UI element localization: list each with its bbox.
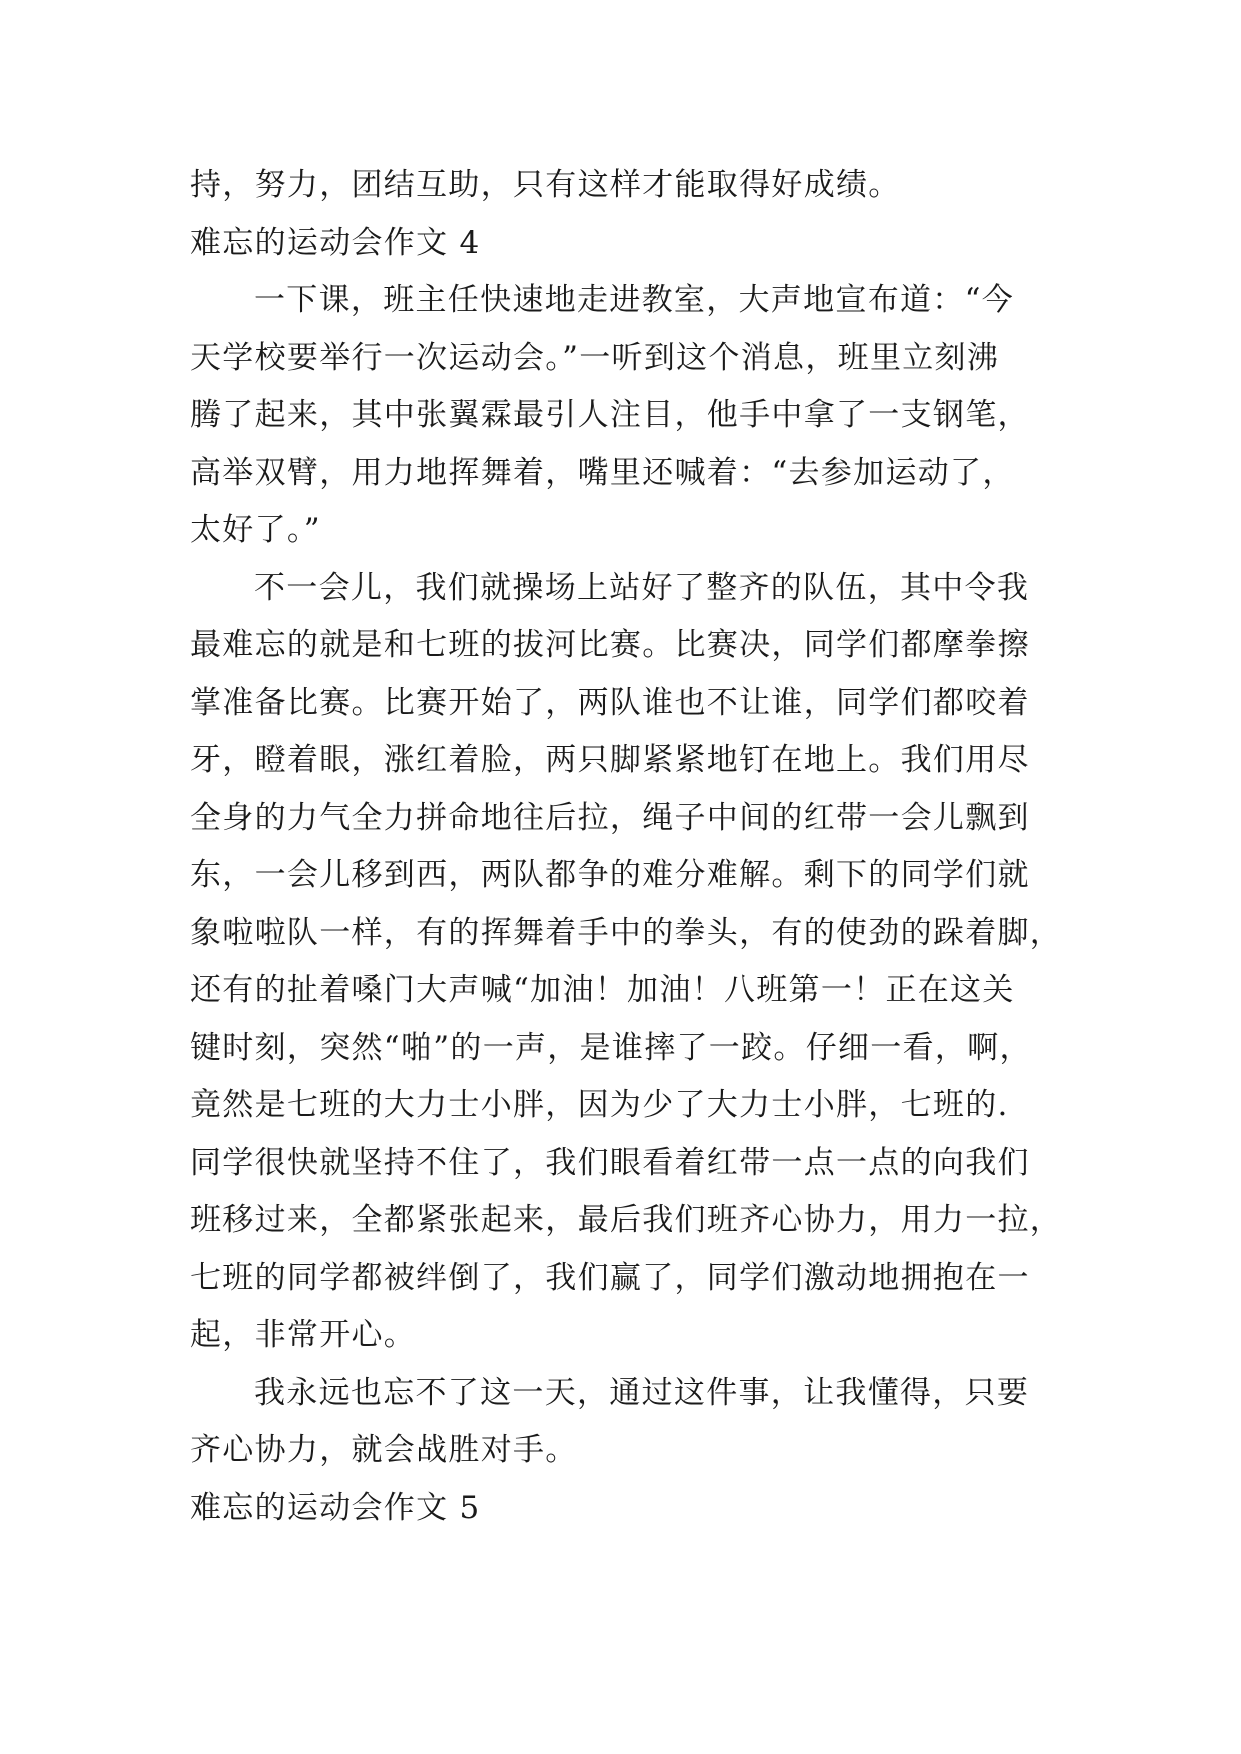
- document-body: [190, 157, 1063, 1537]
- text-line: 象啦啦队一样，有的挥舞着手中的拳头，有的使劲的跺着脚，: [190, 914, 1063, 951]
- paragraph-first-line: 一下课，班主任快速地走进教室，大声地宣布道：“今: [254, 282, 1015, 318]
- text-line: 键时刻，突然“啪”的一声，是谁摔了一跤。仔细一看，啊，: [190, 1029, 1032, 1066]
- text-line: 七班的同学都被绊倒了，我们赢了，同学们激动地拥抱在一: [190, 1259, 1030, 1296]
- text-line: 全身的力气全力拼命地往后拉，绳子中间的红带一会儿飘到: [190, 799, 1030, 836]
- text-line: 掌准备比赛。比赛开始了，两队谁也不让谁，同学们都咬着: [190, 684, 1030, 721]
- section-heading: 难忘的运动会作文 5: [190, 1489, 481, 1526]
- text-line: 腾了起来，其中张翼霖最引人注目，他手中拿了一支钢笔，: [190, 397, 1030, 433]
- text-line: 太好了。”: [190, 512, 321, 548]
- text-line: 牙，瞪着眼，涨红着脸，两只脚紧紧地钉在地上。我们用尽: [190, 742, 1030, 778]
- text-line: 高举双臂，用力地挥舞着，嘴里还喊着：“去参加运动了，: [190, 454, 1015, 491]
- paragraph-first-line: 我永远也忘不了这一天，通过这件事，让我懂得，只要: [254, 1374, 1030, 1411]
- paragraph-first-line: 不一会儿，我们就操场上站好了整齐的队伍，其中令我: [254, 569, 1030, 606]
- text-line: 起，非常开心。: [190, 1317, 417, 1353]
- section-heading: 难忘的运动会作文 4: [190, 224, 481, 261]
- text-line: 竟然是七班的大力士小胖，因为少了大力士小胖，七班的.: [190, 1087, 1009, 1123]
- text-line: 同学很快就坚持不住了，我们眼看着红带一点一点的向我们: [190, 1144, 1030, 1181]
- text-line: 最难忘的就是和七班的拔河比赛。比赛决，同学们都摩拳擦: [190, 627, 1030, 663]
- text-line: 东，一会儿移到西，两队都争的难分难解。剩下的同学们就: [190, 857, 1030, 893]
- text-line: 齐心协力，就会战胜对手。: [190, 1432, 578, 1468]
- text-line: 天学校要举行一次运动会。”一听到这个消息，班里立刻沸: [190, 339, 1000, 376]
- text-line: 还有的扯着嗓门大声喊“加油！加油！八班第一！正在这关: [190, 972, 1015, 1008]
- text-line: 班移过来，全都紧张起来，最后我们班齐心协力，用力一拉，: [190, 1202, 1063, 1238]
- text-line: 持，努力，团结互助，只有这样才能取得好成绩。: [190, 167, 901, 203]
